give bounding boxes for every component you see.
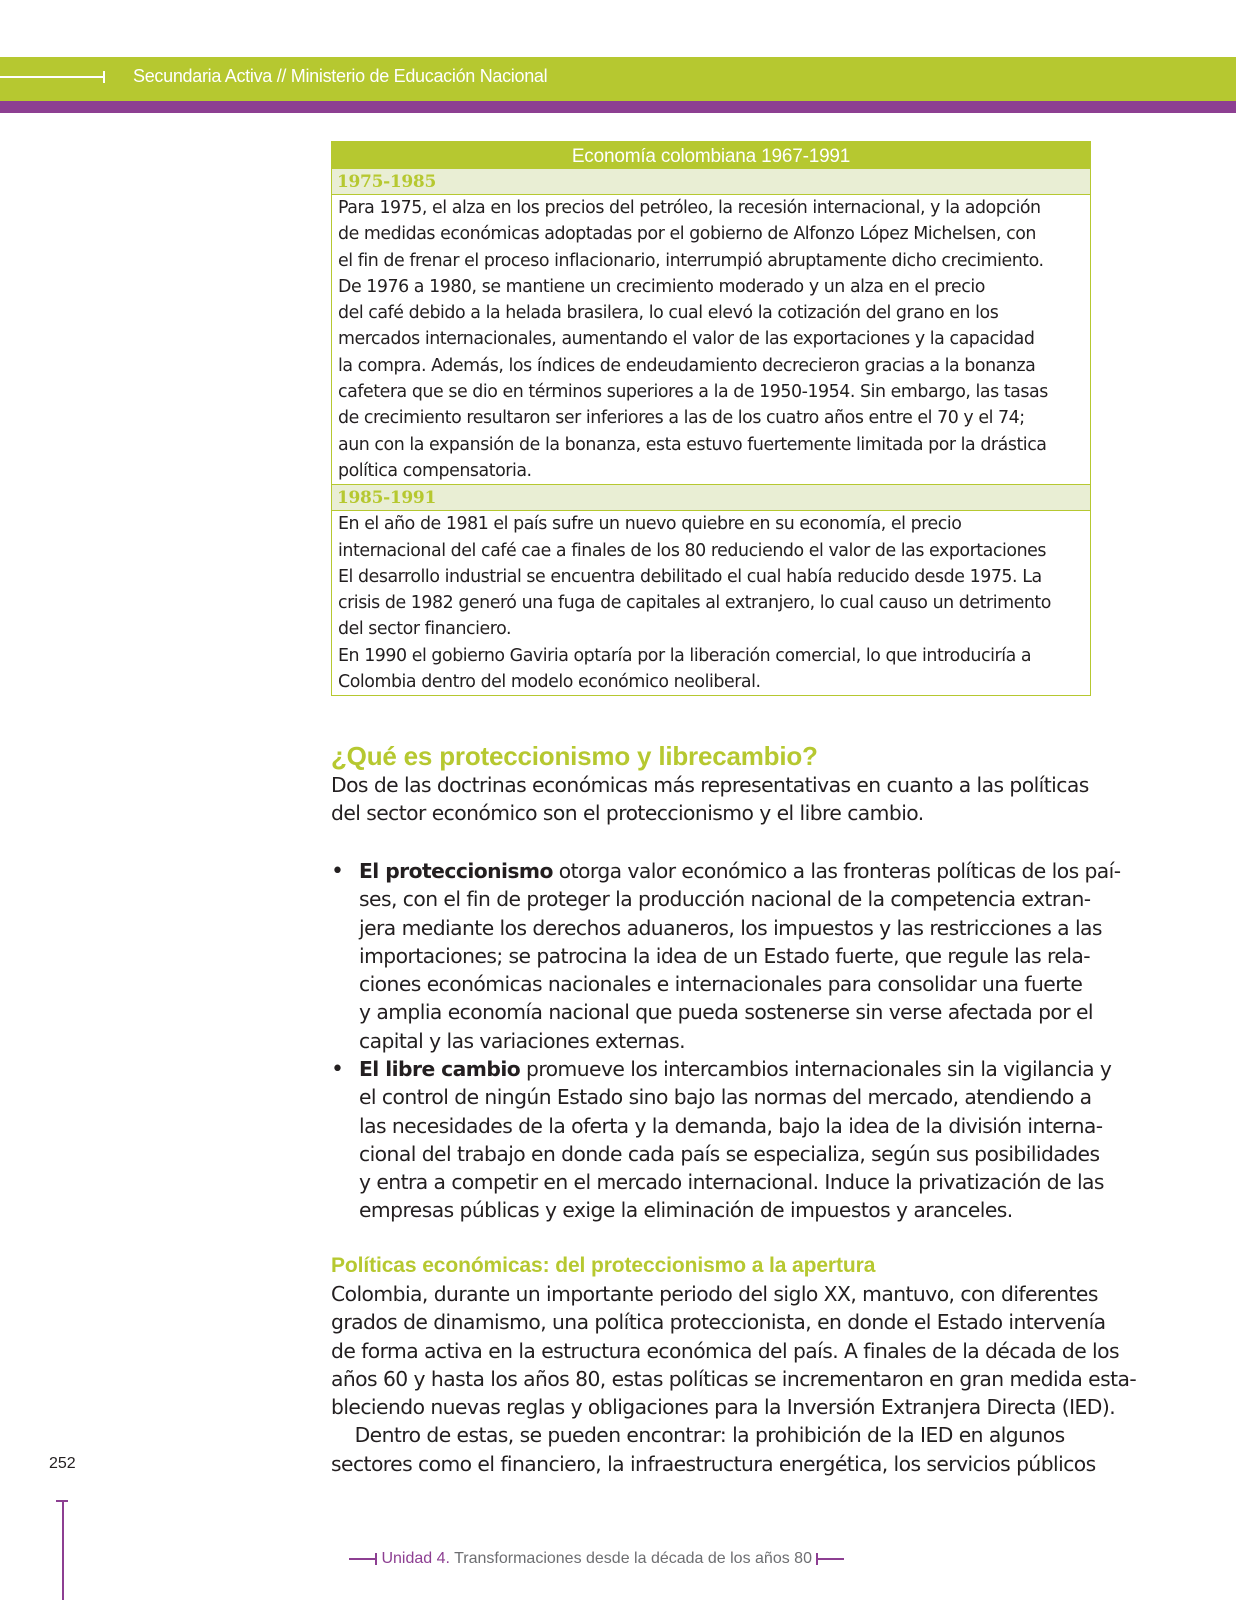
bullet-line: capital y las variaciones externas. [359, 1028, 686, 1053]
table-line: del sector financiero. [338, 619, 512, 640]
page-number: 252 [49, 1455, 76, 1472]
table-line: de crecimiento resultaron ser inferiores a las de los cuatro años entre el 70 y el 74; [338, 408, 1025, 429]
header-rule [0, 76, 104, 78]
bullet-line: ciones económicas nacionales e internacionales para consolidar una fuerte [359, 972, 1083, 997]
table-line: crisis de 1982 generó una fuga de capitales al extranjero, lo cual causo un detrimento [338, 593, 1051, 614]
bullet-line: cional del trabajo en donde cada país se especializa, según sus posibilidades [359, 1141, 1100, 1166]
table-line: la compra. Además, los índices de endeudamiento decrecieron gracias a la bonanza [338, 355, 1036, 376]
table-body-1 [332, 195, 1090, 484]
table-period-2: 1985-1991 [332, 484, 1090, 511]
header-title: Secundaria Activa // Ministerio de Educación Nacional [133, 66, 548, 86]
paragraph-line: grados de dinamismo, una política proteccionista, en donde el Estado intervenía [331, 1310, 1106, 1335]
table-line: Para 1975, el alza en los precios del petróleo, la recesión internacional, y la adopción [338, 198, 1041, 218]
table-title: Economía colombiana 1967-1991 [332, 142, 1090, 169]
bullet-line: y entra a competir en el mercado internacional. Induce la privatización de las [359, 1170, 1104, 1195]
footer-unit [349, 1550, 844, 1572]
footer-rule-left [349, 1558, 375, 1560]
table-line: Colombia dentro del modelo económico neoliberal. [338, 672, 761, 693]
table-line: En el año de 1981 el país sufre un nuevo quiebre en su economía, el precio [338, 514, 962, 535]
paragraph-line: sectores como el financiero, la infraestructura energética, los servicios públicos [331, 1451, 1096, 1476]
table-line: cafetera que se dio en términos superiores a la de 1950-1954. Sin embargo, las tasas [338, 382, 1048, 403]
table-line: aun con la expansión de la bonanza, esta estuvo fuertemente limitada por la drástica [338, 434, 1047, 455]
header-stripe [0, 101, 1236, 113]
bullet-first-line [359, 857, 1121, 885]
section-intro [331, 771, 1089, 828]
bullet-proteccionismo [359, 857, 1121, 1055]
bullet-marker: • [331, 859, 344, 884]
bullet-line: ses, con el fin de proteger la producción nacional de la competencia extran- [359, 887, 1091, 912]
subsection-paragraph [331, 1280, 1136, 1478]
footer-rule-right [818, 1558, 844, 1560]
table-line: mercados internacionales, aumentando el valor de las exportaciones y la capacidad [338, 329, 1035, 350]
paragraph-line: Dentro de estas, se pueden encontrar: la prohibición de la IED en algunos [331, 1423, 1065, 1448]
table-line: del café debido a la helada brasilera, lo cual elevó la cotización del grano en los [338, 303, 999, 324]
table-line: el fin de frenar el proceso inflacionario, interrumpió abruptamente dicho crecimiento. [338, 250, 1044, 271]
bullet-line: jera mediante los derechos aduaneros, los impuestos y las restricciones a las [359, 915, 1102, 940]
footer-tick-left [375, 1553, 377, 1565]
bullet-text: otorga valor económico a las fronteras políticas de los paí- [552, 859, 1121, 883]
table-line: política compensatoria. [338, 460, 532, 481]
bullet-line: el control de ningún Estado sino bajo las normas del mercado, atendiendo a [359, 1085, 1092, 1110]
table-line: De 1976 a 1980, se mantiene un crecimiento moderado y un alza en el precio [338, 276, 985, 297]
footer-unit-label: Unidad 4. [381, 1550, 450, 1567]
bullet-line: las necesidades de la oferta y la demanda, bajo la idea de la división interna- [359, 1113, 1103, 1138]
table-body-2 [332, 511, 1090, 695]
bullet-line: empresas públicas y exige la eliminación de impuestos y aranceles. [359, 1198, 1013, 1223]
bullet-first-line [359, 1055, 1111, 1083]
footer-unit-title: Transformaciones desde la década de los años 80 [449, 1550, 812, 1567]
bullet-line: importaciones; se patrocina la idea de un Estado fuerte, que regule las rela- [359, 943, 1091, 968]
section-heading: ¿Qué es proteccionismo y librecambio? [331, 741, 818, 771]
paragraph-line: años 60 y hasta los años 80, estas políticas se incrementaron en gran medida esta- [331, 1366, 1137, 1391]
header-rule-tick [103, 71, 105, 83]
intro-line: del sector económico son el proteccionismo y el libre cambio. [331, 801, 924, 826]
bullet-marker: • [331, 1057, 344, 1082]
table-period-1: 1975-1985 [332, 169, 1090, 195]
paragraph-line: de forma activa en la estructura económica del país. A finales de la década de los [331, 1338, 1119, 1363]
table-line: de medidas económicas adoptadas por el gobierno de Alfonzo López Michelsen, con [338, 224, 1036, 245]
table-line: El desarrollo industrial se encuentra debilitado el cual había reducido desde 1975. La [338, 566, 1042, 587]
table-line: internacional del café cae a finales de los 80 reduciendo el valor de las exportaciones [338, 540, 1047, 561]
economy-table [331, 141, 1091, 696]
paragraph-line: Colombia, durante un importante periodo del siglo XX, mantuvo, con diferentes [331, 1282, 1098, 1306]
subsection-heading: Políticas económicas: del proteccionismo a la apertura [331, 1254, 876, 1277]
intro-line: Dos de las doctrinas económicas más representativas en cuanto a las políticas [331, 773, 1089, 797]
bullet-line: y amplia economía nacional que pueda sostenerse sin verse afectada por el [359, 1000, 1093, 1025]
bullet-term: El libre cambio [359, 1057, 521, 1081]
margin-rule [62, 1500, 64, 1600]
bullet-libre-cambio [359, 1055, 1111, 1225]
bullet-text: promueve los intercambios internacionales sin la vigilancia y [520, 1057, 1112, 1081]
bullet-term: El proteccionismo [359, 859, 553, 883]
paragraph-line: bleciendo nuevas reglas y obligaciones para la Inversión Extranjera Directa (IED). [331, 1395, 1116, 1420]
table-line: En 1990 el gobierno Gaviria optaría por la liberación comercial, lo que introduciría a [338, 645, 1032, 666]
